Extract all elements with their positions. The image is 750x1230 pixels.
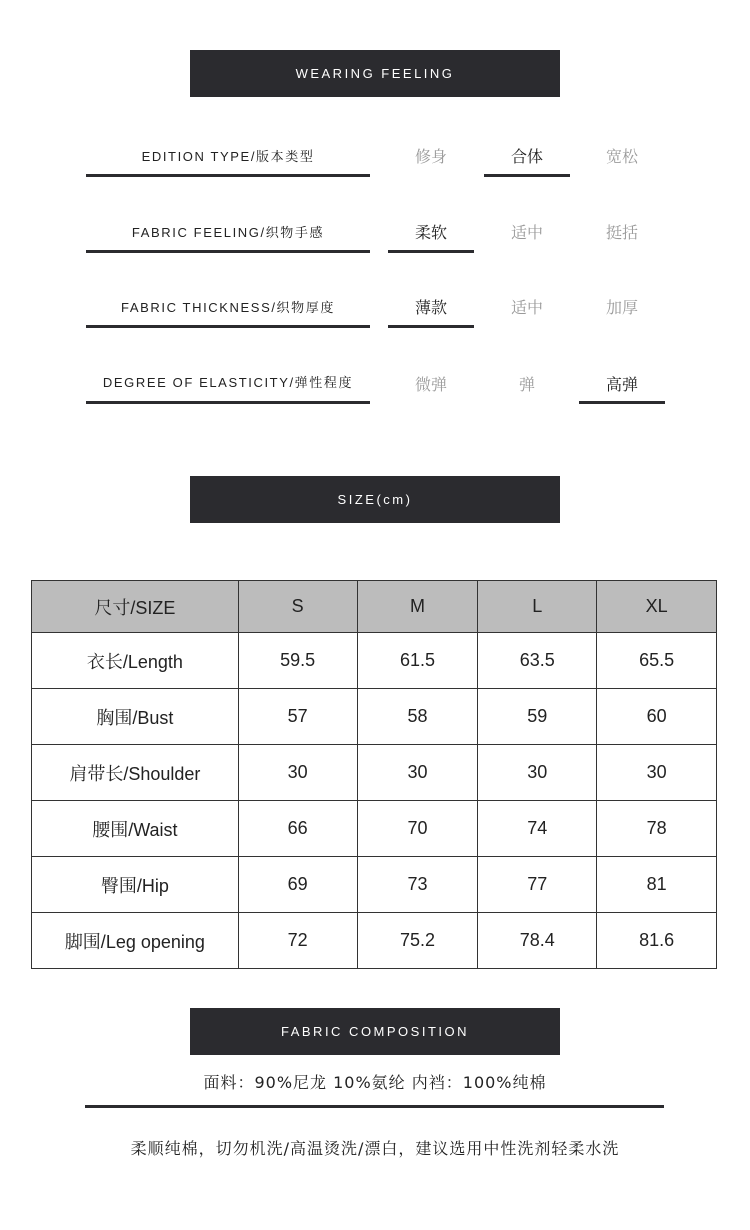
table-cell: 75.2 <box>357 913 478 969</box>
elasticity-label: DEGREE OF ELASTICITY/弹性程度 <box>102 375 354 390</box>
fabric-thickness-option-thin: 薄款 <box>414 298 447 317</box>
table-row <box>32 745 717 801</box>
fabric-feeling-label: FABRIC FEELING/织物手感 <box>131 225 325 240</box>
fabric-feeling-option-crisp: 挺括 <box>605 223 638 242</box>
size-table-header-row <box>32 581 717 633</box>
header-s: S <box>238 581 357 633</box>
table-row <box>32 689 717 745</box>
fabric-thickness-option-medium: 适中 <box>510 298 543 317</box>
table-cell: 59 <box>478 689 597 745</box>
size-table <box>31 580 717 969</box>
row-label: 脚围/Leg opening <box>32 913 239 969</box>
elasticity-underline <box>86 401 370 404</box>
table-cell: 30 <box>597 745 717 801</box>
table-row <box>32 857 717 913</box>
table-cell: 81.6 <box>597 913 717 969</box>
fabric-composition-banner <box>190 1008 560 1055</box>
header-xl: XL <box>597 581 717 633</box>
table-cell: 63.5 <box>478 633 597 689</box>
header-size: 尺寸/SIZE <box>32 581 239 633</box>
table-cell: 69 <box>238 857 357 913</box>
row-label: 衣长/Length <box>32 633 239 689</box>
table-cell: 77 <box>478 857 597 913</box>
table-cell: 72 <box>238 913 357 969</box>
elasticity-option-slight: 微弹 <box>414 375 447 394</box>
table-cell: 58 <box>357 689 478 745</box>
table-row <box>32 633 717 689</box>
table-cell: 70 <box>357 801 478 857</box>
table-cell: 81 <box>597 857 717 913</box>
edition-type-selected-marker <box>484 174 570 177</box>
fabric-thickness-underline <box>86 325 370 328</box>
fabric-composition-title: FABRIC COMPOSITION <box>280 1024 469 1039</box>
fabric-feeling-selected-marker <box>388 250 474 253</box>
header-m: M <box>357 581 478 633</box>
size-title: SIZE(cm) <box>337 492 413 507</box>
table-cell: 74 <box>478 801 597 857</box>
fabric-thickness-label: FABRIC THICKNESS/织物厚度 <box>121 300 335 315</box>
row-label: 臀围/Hip <box>32 857 239 913</box>
edition-type-underline <box>86 174 370 177</box>
edition-type-option-loose: 宽松 <box>605 147 638 166</box>
table-cell: 60 <box>597 689 717 745</box>
row-label: 肩带长/Shoulder <box>32 745 239 801</box>
row-label: 腰围/Waist <box>32 801 239 857</box>
table-row <box>32 801 717 857</box>
size-banner <box>190 476 560 523</box>
table-cell: 78 <box>597 801 717 857</box>
elasticity-selected-marker <box>579 401 665 404</box>
header-l: L <box>478 581 597 633</box>
table-cell: 59.5 <box>238 633 357 689</box>
table-cell: 30 <box>357 745 478 801</box>
table-cell: 65.5 <box>597 633 717 689</box>
fabric-feeling-option-soft: 柔软 <box>414 223 447 242</box>
fabric-composition-text: 面料：90%尼龙 10%氨纶 内裆：100%纯棉 <box>203 1073 547 1092</box>
elasticity-option-high: 高弹 <box>605 375 638 394</box>
table-cell: 57 <box>238 689 357 745</box>
edition-type-option-slim: 修身 <box>414 147 447 166</box>
row-label: 胸围/Bust <box>32 689 239 745</box>
wearing-feeling-title: WEARING FEELING <box>295 66 455 81</box>
table-cell: 30 <box>478 745 597 801</box>
table-cell: 78.4 <box>478 913 597 969</box>
table-row <box>32 913 717 969</box>
wearing-feeling-banner <box>190 50 560 97</box>
table-cell: 66 <box>238 801 357 857</box>
edition-type-option-fit: 合体 <box>510 147 543 166</box>
fabric-feeling-option-medium: 适中 <box>510 223 543 242</box>
table-cell: 73 <box>357 857 478 913</box>
table-cell: 30 <box>238 745 357 801</box>
table-cell: 61.5 <box>357 633 478 689</box>
fabric-feeling-underline <box>86 250 370 253</box>
fabric-thickness-selected-marker <box>388 325 474 328</box>
care-instructions-text: 柔顺纯棉，切勿机洗/高温烫洗/漂白，建议选用中性洗剂轻柔水洗 <box>130 1139 620 1158</box>
elasticity-option-elastic: 弹 <box>518 375 535 394</box>
edition-type-label: EDITION TYPE/版本类型 <box>141 149 315 164</box>
fabric-thickness-option-thick: 加厚 <box>605 298 638 317</box>
fabric-divider <box>85 1105 664 1108</box>
